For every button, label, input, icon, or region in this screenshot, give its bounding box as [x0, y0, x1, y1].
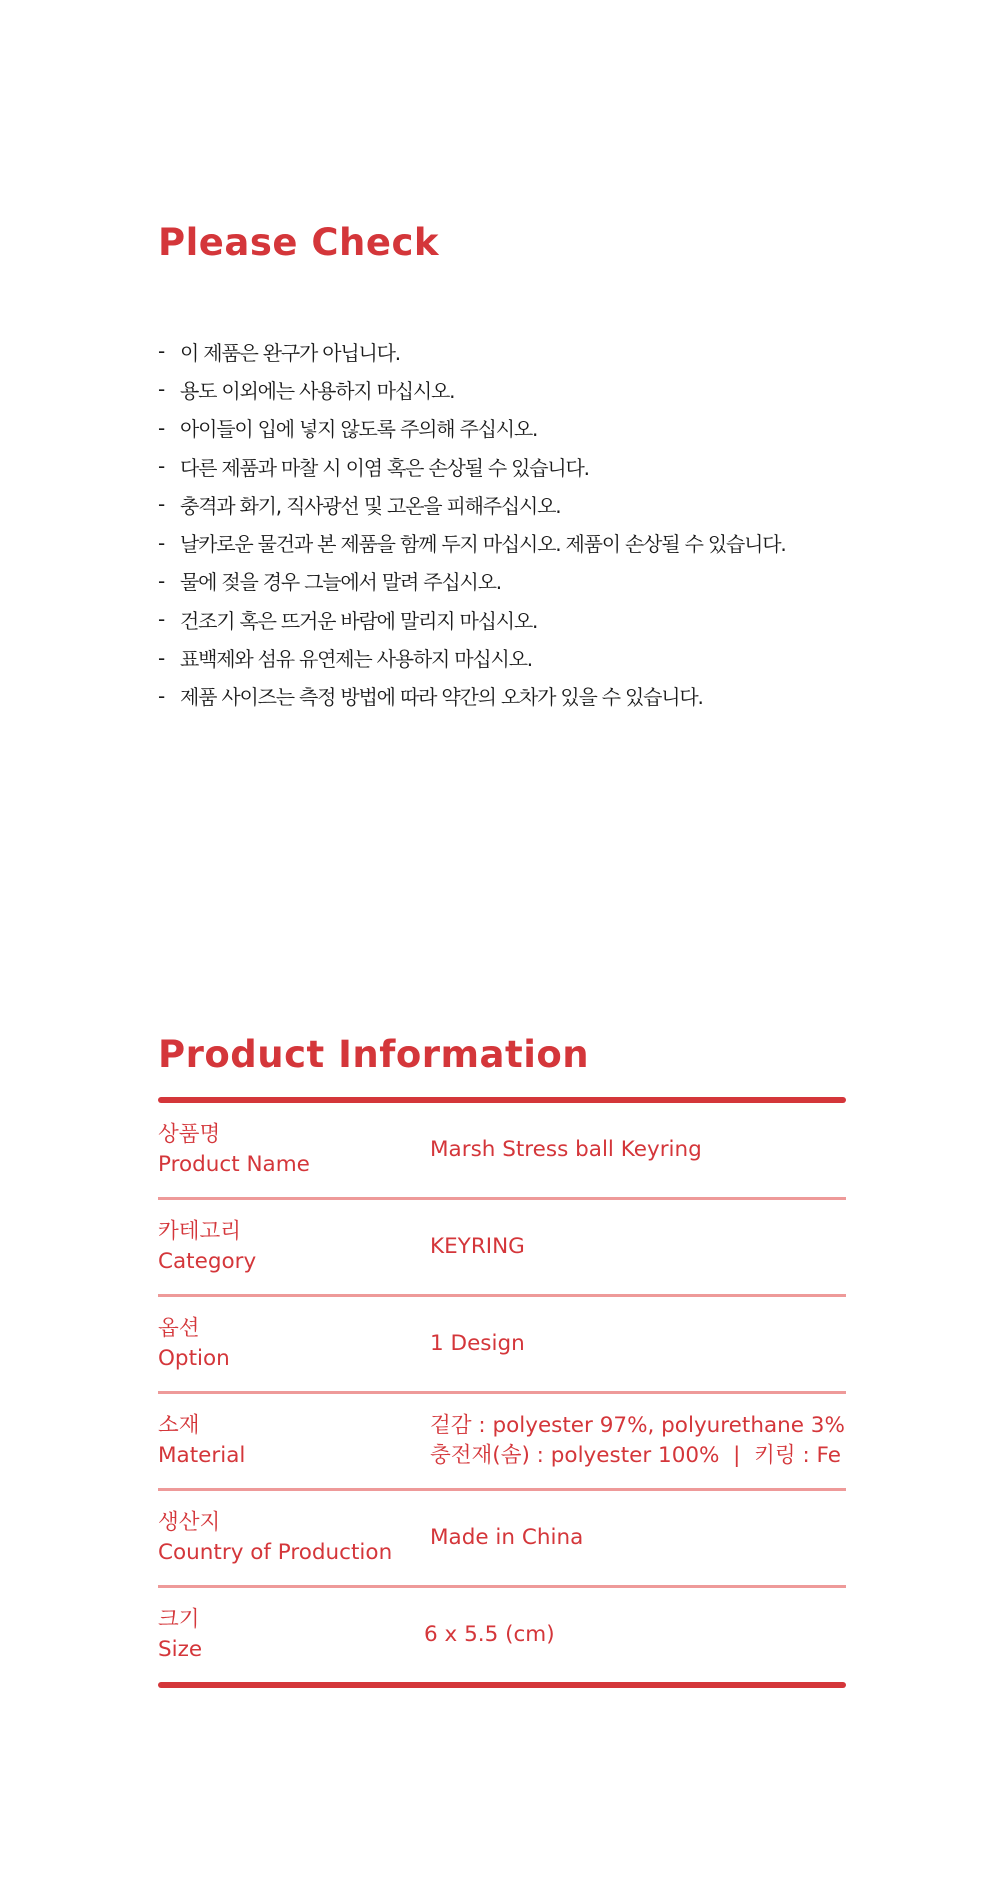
- label-english: Product Name: [158, 1152, 310, 1177]
- label-korean: 상품명: [158, 1122, 221, 1147]
- caution-item: [158, 409, 786, 447]
- info-row-size: [158, 1588, 846, 1682]
- table-bottom-rule: [158, 1682, 846, 1688]
- caution-text: 이 제품은 완구가 아닙니다.: [180, 340, 400, 365]
- caution-item: [158, 523, 786, 561]
- row-label: [158, 1314, 430, 1374]
- caution-item: [158, 485, 786, 523]
- caution-item: [158, 447, 786, 485]
- bullet-dash: -: [158, 607, 165, 632]
- row-value: 1 Design: [430, 1331, 525, 1356]
- product-info-table: [158, 1097, 846, 1688]
- bullet-dash: -: [158, 683, 165, 708]
- bullet-dash: -: [158, 645, 165, 670]
- bullet-dash: -: [158, 568, 165, 593]
- info-row-material: [158, 1394, 846, 1488]
- bullet-dash: -: [158, 377, 165, 402]
- info-row-country: [158, 1491, 846, 1585]
- material-outer: 겉감 : polyester 97%, polyurethane 3%: [430, 1413, 845, 1438]
- bullet-dash: -: [158, 415, 165, 440]
- caution-text: 다른 제품과 마찰 시 이염 혹은 손상될 수 있습니다.: [180, 455, 589, 480]
- caution-text: 아이들이 입에 넣지 않도록 주의해 주십시오.: [180, 417, 538, 442]
- row-label: [158, 1217, 430, 1277]
- caution-item: [158, 638, 786, 676]
- caution-text: 건조기 혹은 뜨거운 바람에 말리지 마십시오.: [180, 608, 538, 633]
- caution-item: [158, 370, 786, 408]
- row-value: 6 x 5.5 (cm): [424, 1622, 555, 1647]
- label-english: Material: [158, 1443, 246, 1468]
- caution-item: [158, 332, 786, 370]
- label-korean: 옵션: [158, 1316, 200, 1341]
- caution-item: [158, 677, 786, 715]
- please-check-title: Please Check: [158, 221, 439, 264]
- caution-text: 제품 사이즈는 측정 방법에 따라 약간의 오차가 있을 수 있습니다.: [180, 685, 703, 710]
- bullet-dash: -: [158, 530, 165, 555]
- caution-text: 용도 이외에는 사용하지 마십시오.: [180, 378, 455, 403]
- row-value: [430, 1411, 845, 1471]
- row-label: [158, 1605, 430, 1665]
- caution-item: [158, 562, 786, 600]
- info-row-product-name: [158, 1103, 846, 1197]
- row-value: Made in China: [430, 1525, 584, 1550]
- caution-list: [158, 332, 786, 715]
- bullet-dash: -: [158, 339, 165, 364]
- label-english: Option: [158, 1346, 230, 1371]
- row-label: [158, 1508, 430, 1568]
- info-row-category: [158, 1200, 846, 1294]
- label-korean: 카테고리: [158, 1219, 242, 1244]
- product-information-title: Product Information: [158, 1033, 590, 1076]
- material-filling: 충전재(솜) : polyester 100% | 키링 : Fe: [430, 1443, 841, 1468]
- bullet-dash: -: [158, 454, 165, 479]
- label-english: Category: [158, 1249, 257, 1274]
- caution-text: 충격과 화기, 직사광선 및 고온을 피해주십시오.: [180, 493, 561, 518]
- caution-text: 표백제와 섬유 유연제는 사용하지 마십시오.: [180, 647, 532, 672]
- label-english: Size: [158, 1637, 203, 1662]
- row-value: KEYRING: [430, 1234, 525, 1259]
- label-korean: 생산지: [158, 1510, 221, 1535]
- label-korean: 소재: [158, 1413, 200, 1438]
- caution-item: [158, 600, 786, 638]
- caution-text: 물에 젖을 경우 그늘에서 말려 주십시오.: [180, 570, 501, 595]
- row-value: Marsh Stress ball Keyring: [430, 1137, 702, 1162]
- row-label: [158, 1411, 430, 1471]
- info-row-option: [158, 1297, 846, 1391]
- label-korean: 크기: [158, 1607, 200, 1632]
- label-english: Country of Production: [158, 1540, 393, 1565]
- row-label: [158, 1120, 430, 1180]
- caution-text: 날카로운 물건과 본 제품을 함께 두지 마십시오. 제품이 손상될 수 있습니다.: [180, 532, 786, 557]
- bullet-dash: -: [158, 492, 165, 517]
